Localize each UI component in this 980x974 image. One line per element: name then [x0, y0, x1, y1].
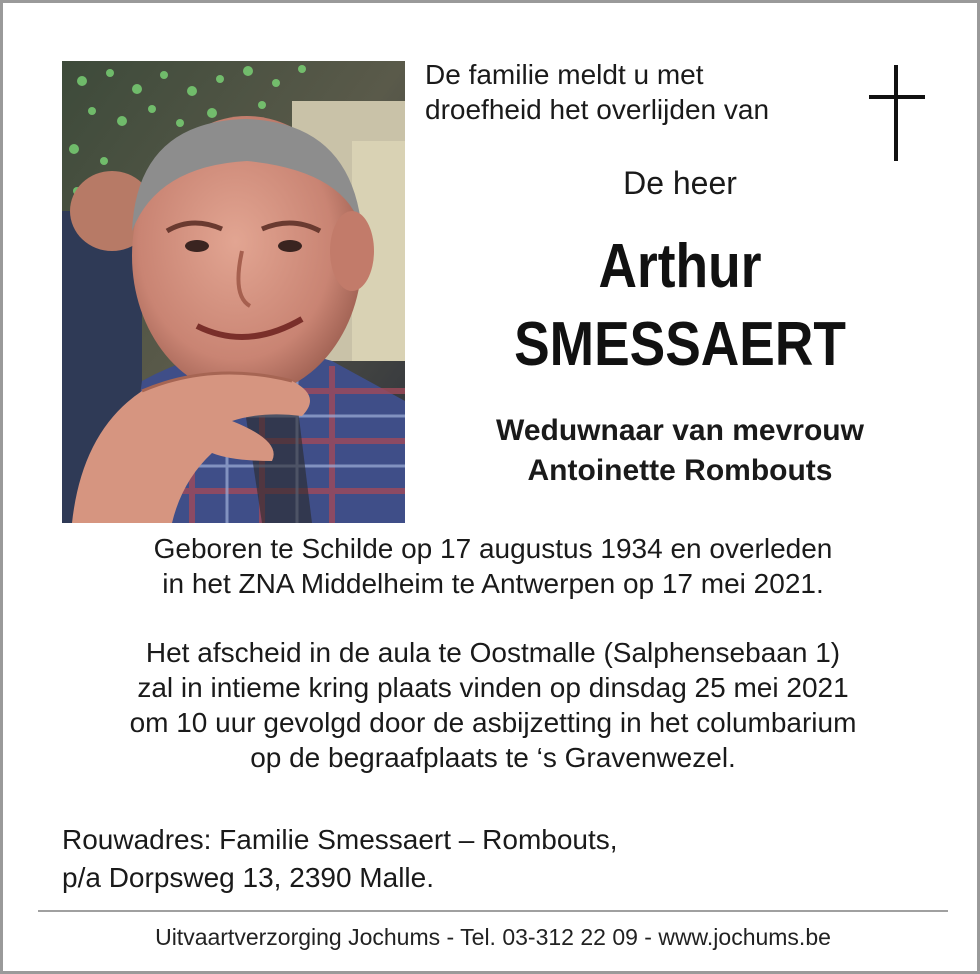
deceased-first-name: Arthur [598, 232, 762, 301]
ceremony-line: Het afscheid in de aula te Oostmalle (Salphensebaan 1) [145, 637, 841, 668]
spouse-text [425, 411, 935, 491]
spouse-line: Weduwnaar van mevrouw [496, 414, 864, 447]
intro-text [425, 57, 769, 127]
ceremony-paragraph [43, 635, 943, 775]
birth-death-paragraph [43, 531, 943, 601]
spouse-line: Antoinette Rombouts [527, 454, 833, 487]
intro-line: De familie meldt u met [425, 59, 704, 90]
birth-death-line: Geboren te Schilde op 17 augustus 1934 en overleden [153, 533, 833, 564]
address-line: Rouwadres: Familie Smessaert – Rombouts, [62, 824, 618, 855]
funeral-director-footer: Uitvaartverzorging Jochums - Tel. 03-312 22 09 - www.jochums.be [155, 924, 831, 950]
mourning-address [62, 821, 618, 897]
footer-divider [38, 910, 948, 912]
deceased-last-name: SMESSAERT [514, 310, 846, 379]
honorific: De heer [623, 165, 737, 201]
address-line: p/a Dorpsweg 13, 2390 Malle. [62, 862, 434, 893]
ceremony-line: zal in intieme kring plaats vinden op dinsdag 25 mei 2021 [137, 672, 849, 703]
portrait-photo [62, 61, 405, 523]
birth-death-line: in het ZNA Middelheim te Antwerpen op 17 mei 2021. [162, 568, 824, 599]
cross-icon [869, 65, 925, 161]
intro-line: droefheid het overlijden van [425, 94, 770, 125]
ceremony-line: op de begraafplaats te ‘s Gravenwezel. [250, 742, 736, 773]
ceremony-line: om 10 uur gevolgd door de asbijzetting in het columbarium [129, 707, 857, 738]
